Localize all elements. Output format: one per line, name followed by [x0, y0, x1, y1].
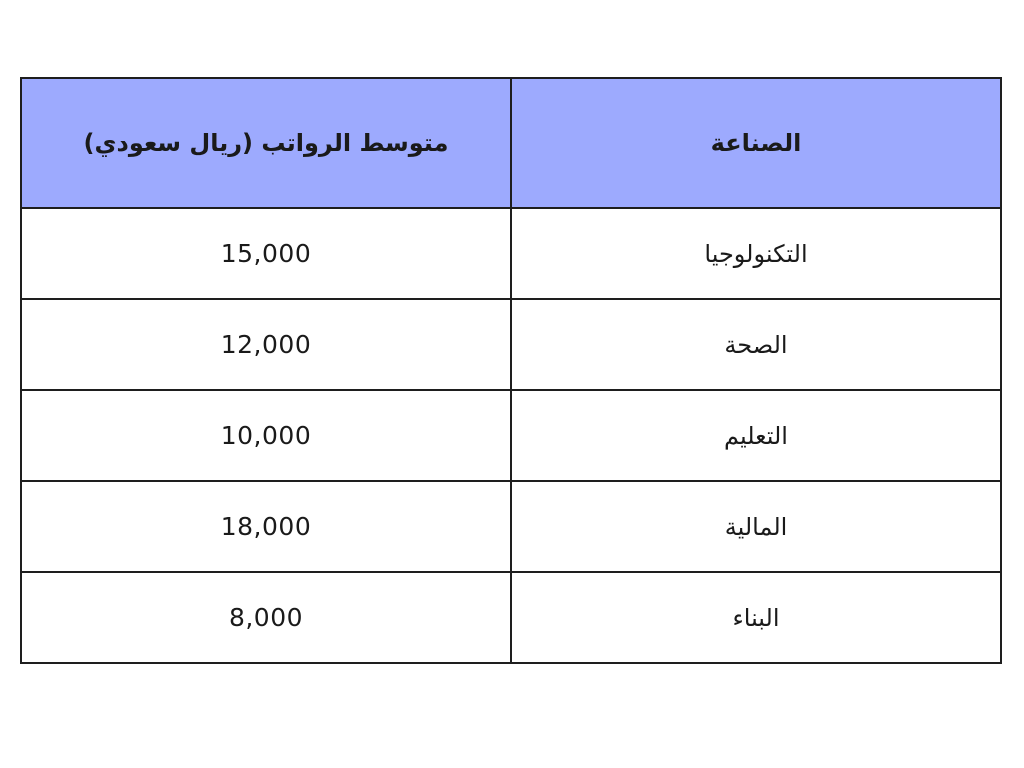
salary-cell: 12,000: [21, 299, 511, 390]
industry-cell: الصحة: [511, 299, 1001, 390]
table-row: [21, 390, 1001, 481]
table-header: [21, 78, 1001, 208]
industry-cell: التكنولوجيا: [511, 208, 1001, 299]
industry-cell: المالية: [511, 481, 1001, 572]
salary-cell: 8,000: [21, 572, 511, 663]
salary-by-industry-table: [20, 77, 1002, 664]
header-average-salary: متوسط الرواتب (ريال سعودي): [21, 78, 511, 208]
table-row: [21, 299, 1001, 390]
salary-cell: 10,000: [21, 390, 511, 481]
header-row: [21, 78, 1001, 208]
salary-cell: 15,000: [21, 208, 511, 299]
table-row: [21, 481, 1001, 572]
industry-cell: التعليم: [511, 390, 1001, 481]
industry-cell: البناء: [511, 572, 1001, 663]
header-industry: الصناعة: [511, 78, 1001, 208]
salary-cell: 18,000: [21, 481, 511, 572]
table-body: [21, 208, 1001, 663]
table-row: [21, 572, 1001, 663]
table-row: [21, 208, 1001, 299]
